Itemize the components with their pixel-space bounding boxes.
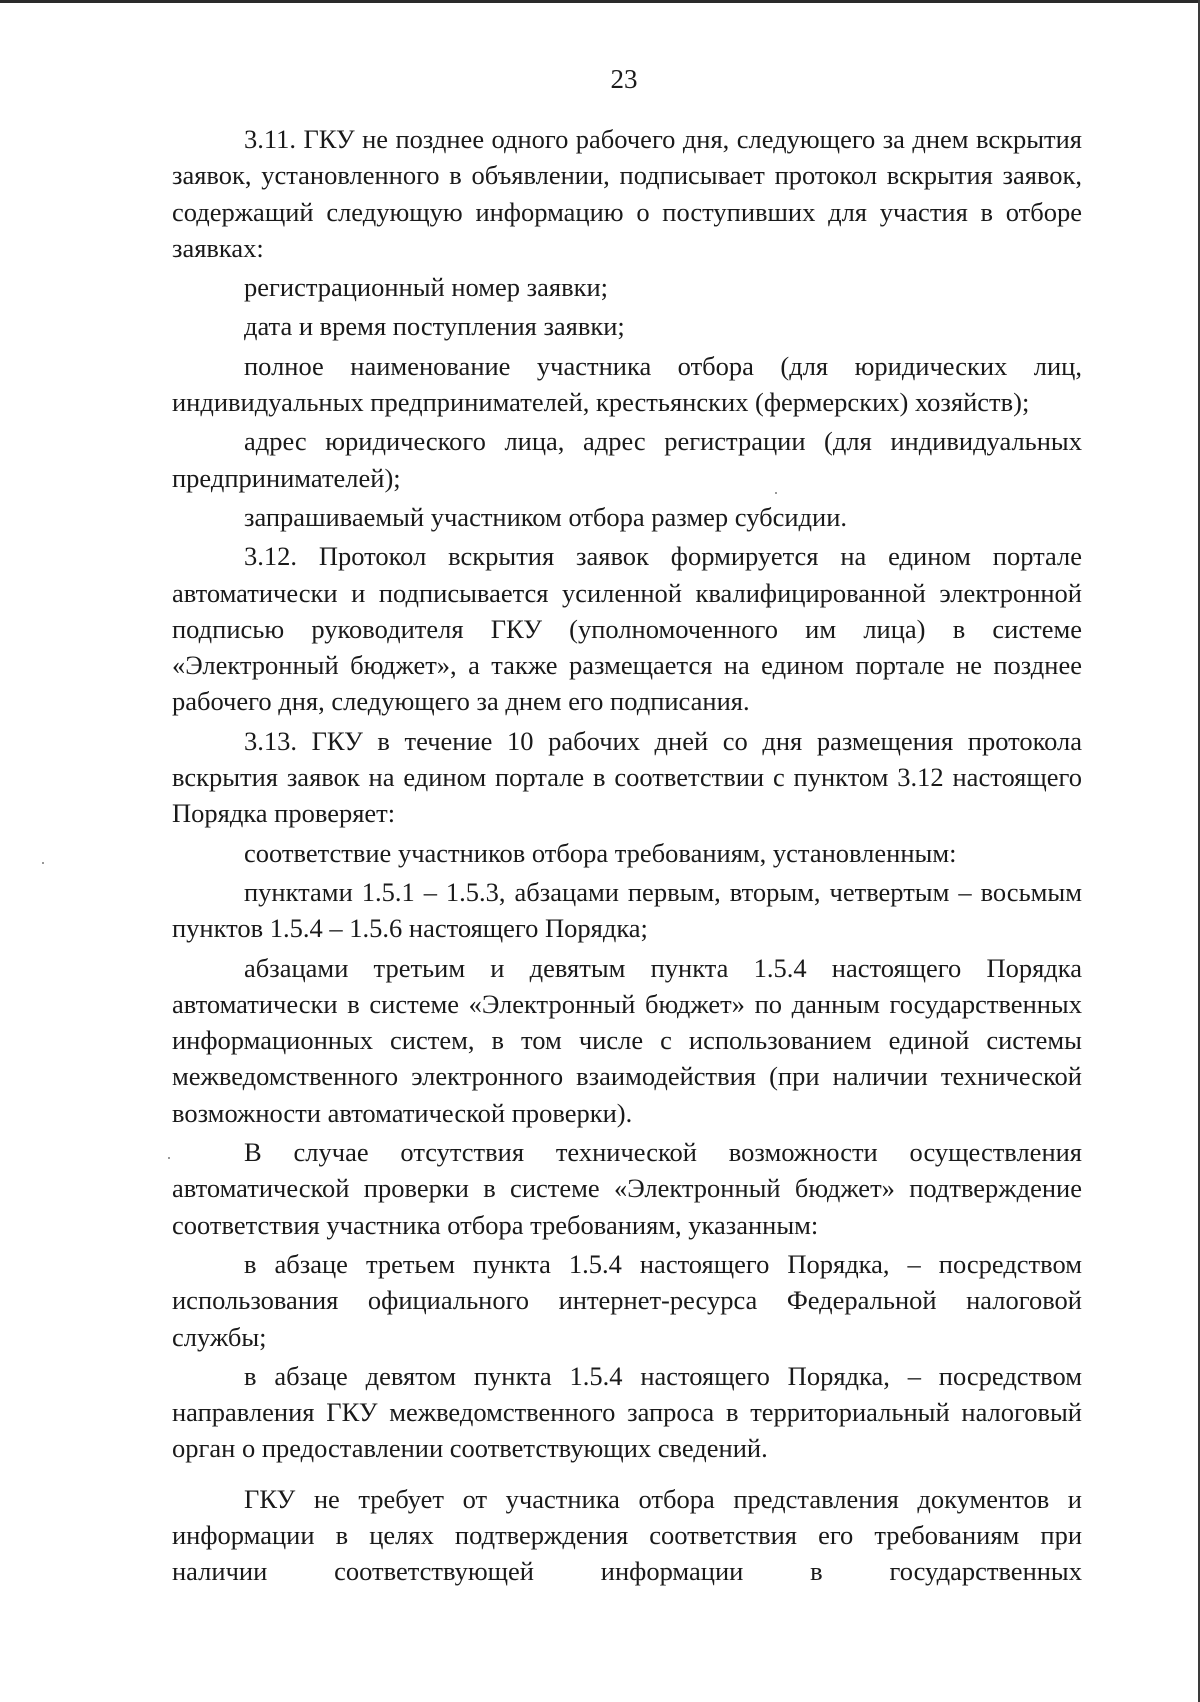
paragraph-3-13: 3.13. ГКУ в течение 10 рабочих дней со дня размещения протокола вскрытия заявок на едином портале в соответствии с пунктом 3.12 настоящего Порядка проверяет: (172, 725, 1082, 829)
paragraph-no-technical-possibility: В случае отсутствия технической возможности осуществления автоматической проверки в системе «Электронный бюджет» подтверждение соответствия участника отбора требованиям, указанным: (172, 1137, 1082, 1240)
paragraph-3-11: 3.11. ГКУ не позднее одного рабочего дня, следующего за днем вскрытия заявок, установленного в объявлении, подписывает протокол вскрытия заявок, содержащий следующую информацию о поступивших для участия в отборе заявках: (172, 124, 1082, 263)
paragraph-third-ninth-1-5-4: абзацами третьим и девятым пункта 1.5.4 настоящего Порядка автоматически в системе «Электронный бюджет» по данным государственных информационных систем, в том числе с использованием единой системы межведомственного электронного взаимодействия (при наличии технической возможности автоматической проверки). (172, 952, 1082, 1128)
list-item-date-time: дата и время поступления заявки; (244, 311, 625, 342)
paragraph-3-12: 3.12. Протокол вскрытия заявок формируется на едином портале автоматически и подписывается усиленной квалифицированной электронной подписью руководителя ГКУ (уполномоченного им лица) в системе «Электронный бюджет», а также размещается на едином портале не позднее рабочего дня, следующего за днем его подписания. (172, 541, 1082, 717)
scan-speck (42, 862, 44, 864)
scan-speck (775, 492, 777, 494)
list-item-subsidy-amount: запрашиваемый участником отбора размер субсидии. (244, 501, 848, 532)
document-body (172, 121, 1082, 1590)
page-number: 23 (610, 64, 638, 94)
list-item-registration-number: регистрационный номер заявки; (244, 272, 609, 303)
paragraph-ninth-1-5-4-request: в абзаце девятом пункта 1.5.4 настоящего Порядка, – посредством направления ГКУ межведомственного запроса в территориальный налоговый орган о предоставлении соответствующих сведений. (172, 1360, 1082, 1464)
scan-speck (168, 1157, 170, 1159)
paragraph-points-1-5-1: пунктами 1.5.1 – 1.5.3, абзацами первым, вторым, четвертым – восьмым пунктов 1.5.4 – 1.5.6 настоящего Порядка; (172, 876, 1082, 944)
scan-edge-top (0, 0, 1200, 3)
list-item-address: адрес юридического лица, адрес регистрации (для индивидуальных предпринимателей); (172, 426, 1082, 493)
list-item-full-name: полное наименование участника отбора (для юридических лиц, индивидуальных предпринимателей, крестьянских (фермерских) хозяйств); (172, 350, 1082, 418)
paragraph-no-documents-required: ГКУ не требует от участника отбора представления документов и информации в целях подтверждения соответствия его требованиям при наличии соответствующей информации в государственных (172, 1483, 1082, 1587)
paragraph-compliance: соответствие участников отбора требованиям, установленным: (244, 837, 957, 868)
paragraph-third-1-5-4-fns: в абзаце третьем пункта 1.5.4 настоящего Порядка, – посредством использования официального интернет-ресурса Федеральной налоговой службы; (172, 1248, 1082, 1352)
